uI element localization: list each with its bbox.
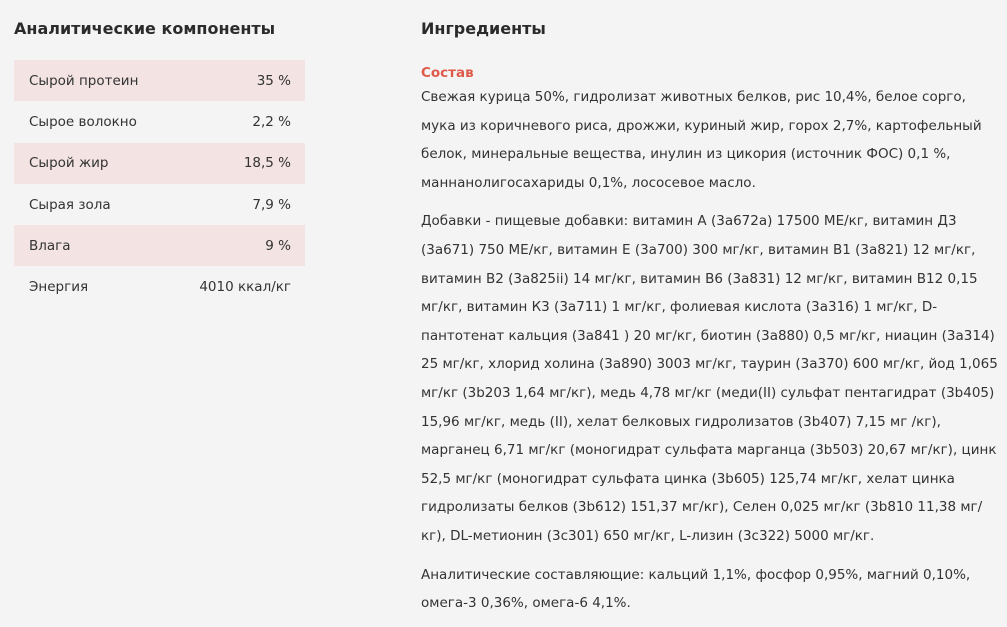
- analytical-constituents-text: Аналитические составляющие: кальций 1,1%, фосфор 0,95%, магний 0,10%, омега-3 0,36%, омега-6 4,1%.: [421, 566, 971, 612]
- table-row: [14, 225, 305, 266]
- row-label: Энергия: [29, 279, 89, 296]
- row-value: 18,5 %: [243, 155, 291, 172]
- table-row: [14, 60, 305, 101]
- composition-label: Состав: [421, 65, 474, 81]
- ingredients-section: [421, 16, 1001, 618]
- row-value: 4010 ккал/кг: [199, 279, 291, 296]
- additives-text: Добавки - пищевые добавки: витамин А (3а672а) 17500 МЕ/кг, витамин Д3 (3а671) 750 МЕ/кг, витамин Е (3а700) 300 мг/кг, витамин В1 (3а821) 12 мг/кг, витамин В2 (3а825ii) 14 мг/кг, витамин В6 (3а831) 12 мг/кг, витамин В12 0,15 мг/кг, витамин К3 (3а711) 1 мг/кг, фолиевая кислота (3а316) 1 мг/кг, D-пантотенат кальция (3а841 ) 20 мг/кг, биотин (3а880) 0,5 мг/кг, ниацин (3а314) 25 мг/кг, хлорид холина (3а890) 3003 мг/кг, таурин (3а370) 600 мг/кг, йод 1,065 мг/кг (3b203 1,64 мг/кг), медь 4,78 мг/кг (меди(II) сульфат пентагидрат (3b405) 15,96 мг/кг, медь (II), хелат белковых гидролизатов (3b407) 7,15 мг /кг), марганец 6,71 мг/кг (моногидрат сульфата марганца (3b503) 20,67 мг/кг), цинк 52,5 мг/кг (моногидрат сульфата цинка (3b605) 125,74 мг/кг, хелат цинка гидролизаты белков (3b612) 151,37 мг/кг), Селен 0,025 мг/кг (3b810 11,38 мг/кг), DL-метионин (3c301) 650 мг/кг, L-лизин (3c322) 5000 мг/кг.: [421, 213, 998, 544]
- table-row: [14, 266, 305, 307]
- analytical-components-title: Аналитические компоненты: [14, 19, 276, 38]
- row-label: Сырой жир: [29, 155, 109, 172]
- composition-text: Свежая курица 50%, гидролизат животных белков, рис 10,4%, белое сорго, мука из коричневого риса, дрожжи, куриный жир, горох 2,7%, картофельный белок, минеральные вещества, инулин из цикория (источник ФОС) 0,1 %, маннанолигосахариды 0,1%, лососевое масло.: [421, 89, 982, 191]
- row-label: Сырая зола: [29, 196, 111, 213]
- row-value: 7,9 %: [252, 196, 291, 213]
- analytical-components-section: [14, 16, 305, 308]
- table-row: [14, 184, 305, 225]
- analytical-components-table: [14, 60, 305, 308]
- row-label: Сырое волокно: [29, 113, 137, 130]
- row-value: 9 %: [265, 237, 291, 254]
- table-row: [14, 143, 305, 184]
- table-row: [14, 101, 305, 142]
- ingredients-title: Ингредиенты: [421, 19, 546, 38]
- row-value: 2,2 %: [252, 113, 291, 130]
- row-value: 35 %: [256, 72, 291, 89]
- row-label: Влага: [29, 237, 71, 254]
- row-label: Сырой протеин: [29, 72, 139, 89]
